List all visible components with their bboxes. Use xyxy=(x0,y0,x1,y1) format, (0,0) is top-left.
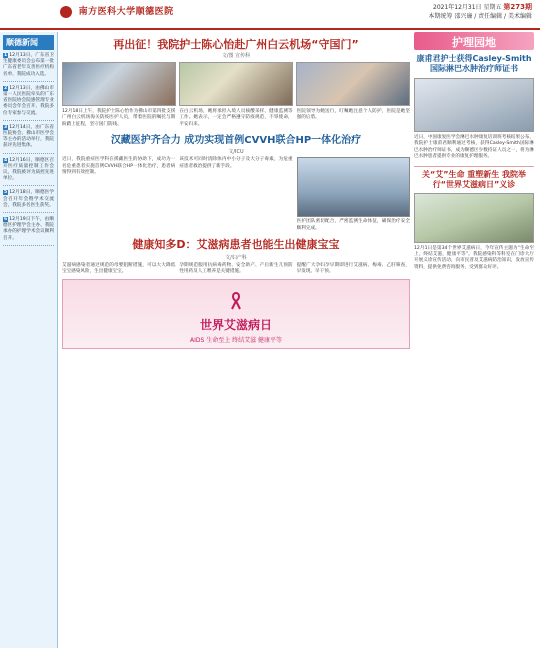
article1-byline: 文/图 宣传科 xyxy=(221,53,251,59)
nursing-banner: 护理园地 xyxy=(414,32,534,50)
send-off-photo xyxy=(179,62,293,106)
issue-number: 第273期 xyxy=(503,3,532,11)
article1-para: 在白云机场，她将承担入境人员核酸采样、健康监测等工作。她表示，一定会严格遵守防疫规范，不辱使命，平安归来。 xyxy=(179,109,293,127)
article2-headline: 汉藏医护齐合力 成功实现首例CVVH联合HP一体化治疗 xyxy=(110,135,362,147)
article2-body xyxy=(62,157,410,232)
brief-item: 5 12月18日，顺德医学会召开年会暨学术交流会，我院多名医生获奖。 xyxy=(3,190,54,213)
article1-para: 医院领导为她送行，叮嘱她注意个人防护，医院是她坚强的后盾。 xyxy=(296,109,410,121)
article2-figure xyxy=(297,157,410,232)
nursing-article2-title: 关“艾”生命 重塑新生 我院举行“世界艾滋病日”义诊 xyxy=(414,166,534,190)
brief-item: 1 12月13日，广东省卫生健康委员会公布第一批广东省老年友善医疗机构名单，我院成功入选。 xyxy=(3,53,54,82)
article1-headline: 再出征！我院护士陈心怡赴广州白云机场“守国门” xyxy=(113,38,359,51)
article3-para: 艾滋病感染者通过规范的母婴阻断措施，可以大大降低宝宝感染风险，生出健康宝宝。 xyxy=(62,263,176,275)
airport-duty-photo xyxy=(296,62,410,106)
poster-subtitle: AIDS 生命至上 终结艾滋 健康平等 xyxy=(189,336,283,344)
editor-line: 本期统筹 邵兴廉 / 责任编辑 / 美术编辑 xyxy=(428,13,532,20)
icu-treatment-photo xyxy=(297,157,410,217)
brief-item: 6 12月19日下午，由顺德区护理学会主办、我院承办的护理学术会议顺利召开。 xyxy=(3,217,54,246)
article3-headline: 健康知多D：艾滋病患者也能生出健康宝宝 xyxy=(132,238,340,252)
article1-body xyxy=(62,109,410,128)
article3-para: 孕期规范服用抗病毒药物、安全助产、产后新生儿预防性用药及人工喂养是关键措施。 xyxy=(179,263,293,275)
publish-date: 2021年12月31日 星期五 xyxy=(433,4,502,11)
article2-byline: 文/ICU xyxy=(228,149,244,156)
nursing-column xyxy=(414,32,534,271)
hospital-logo-icon xyxy=(60,6,72,18)
aids-day-poster xyxy=(62,279,410,349)
article1-para: 12月18日上午，我院护士陈心怡作为佛山市第四批支援广州白云机场海关防疫医护人员，带着医院的嘱托与期盼踏上征程，坚守国门防线。 xyxy=(62,109,176,127)
article3-byline: 文/妇产科 xyxy=(225,255,247,262)
article2-para: 该技术可同时清除体内中小分子及大分子毒素，为危重症患者救治提供了新手段。 xyxy=(179,157,293,169)
poster-title: 世界艾滋病日 xyxy=(199,317,272,332)
masthead xyxy=(0,0,540,30)
brief-item: 3 12月14日，由广东省医院协会、佛山市医学会等主办的活动举行，我院获评先进集体。 xyxy=(3,125,54,154)
brief-item: 4 12月16日，顺德区召开医疗质量控制工作会议，我院被评为质控先进单位。 xyxy=(3,158,54,187)
nursing-article2-body: 12月1日是第34个世界艾滋病日，今年宣传主题为“生命至上，终结艾滋，健康平等”。我院感染科等科室在门诊大厅开展义诊宣传活动，向市民普及艾滋病防治知识，发放宣传资料，提供免费咨询服务，受到群众好评。 xyxy=(414,245,534,270)
brand-name: 南方医科大学顺德医院 xyxy=(78,7,174,17)
free-clinic-photo xyxy=(414,193,534,243)
article3-para: 提醒广大孕妇孕早期即进行艾滋病、梅毒、乙肝筛查，早发现、早干预。 xyxy=(296,263,410,275)
section-tag: 顺德新闻 xyxy=(3,35,54,50)
brief-item: 2 12月13日，由佛山市第一人民医院牵头的广东省医院协会院感管理专业委员会年会召开，我院多位专家参与交流。 xyxy=(3,86,54,121)
main-articles xyxy=(62,32,410,349)
article1-photos xyxy=(62,62,410,106)
newspaper-brand xyxy=(60,4,174,18)
article2-para: 近日，我院重症医学科在援藏医生的协助下，成功为一名危重患者实施首例CVVH联合HP一体化治疗，患者病情得到有效控制。 xyxy=(62,157,176,176)
news-brief-column xyxy=(0,32,58,648)
nurse-certificate-photo xyxy=(414,78,534,132)
masthead-meta xyxy=(428,3,532,21)
article2-para: 医护团队密切配合，严密监测生命体征，确保治疗安全顺利完成。 xyxy=(296,219,410,231)
nurse-departure-photo xyxy=(62,62,176,106)
article3-body xyxy=(62,263,410,276)
nursing-article1-title: 康甫君护士获得Casley-Smith国际淋巴水肿治疗师证书 xyxy=(416,54,532,73)
red-ribbon-icon xyxy=(229,292,243,310)
nursing-article1-body: 近日，中国康复医学会淋巴水肿康复培训班考核结果公布，我院护士康甫君顺利通过考核，获得Casley-Smith国际淋巴水肿治疗师证书，成为顺德区少数持证人员之一，将为淋巴水肿患者提供专业的康复护理服务。 xyxy=(414,135,534,160)
